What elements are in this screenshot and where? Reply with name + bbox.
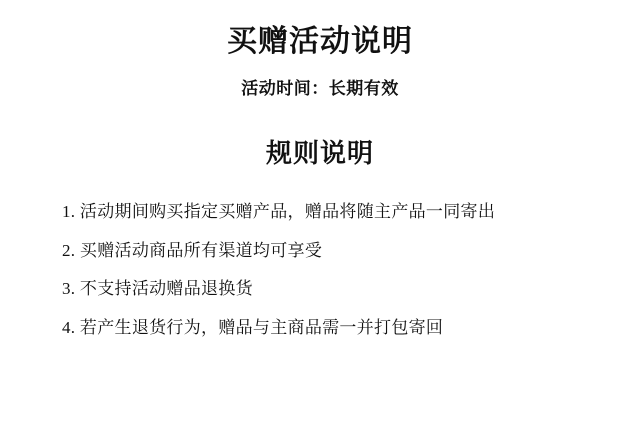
activity-period-subtitle: 活动时间：长期有效	[241, 79, 399, 98]
rule-number: 2.	[62, 240, 76, 260]
rules-list	[62, 200, 640, 341]
list-item	[62, 239, 640, 264]
promotion-rules-document	[0, 24, 640, 434]
rule-number: 1.	[62, 202, 76, 221]
list-item	[62, 200, 640, 225]
rule-text: 买赠活动商品所有渠道均可享受	[79, 240, 323, 260]
rule-number: 3.	[62, 279, 76, 299]
page-title: 买赠活动说明	[227, 25, 413, 58]
rule-number: 4.	[62, 317, 76, 337]
rule-text: 活动期间购买指定买赠产品，赠品将随主产品一同寄出	[79, 202, 496, 221]
rule-text: 不支持活动赠品退换货	[79, 279, 253, 299]
list-item	[62, 316, 640, 341]
section-title-rules: 规则说明	[265, 139, 374, 168]
rule-text: 若产生退货行为，赠品与主商品需一并打包寄回	[79, 317, 444, 337]
list-item	[62, 277, 640, 302]
